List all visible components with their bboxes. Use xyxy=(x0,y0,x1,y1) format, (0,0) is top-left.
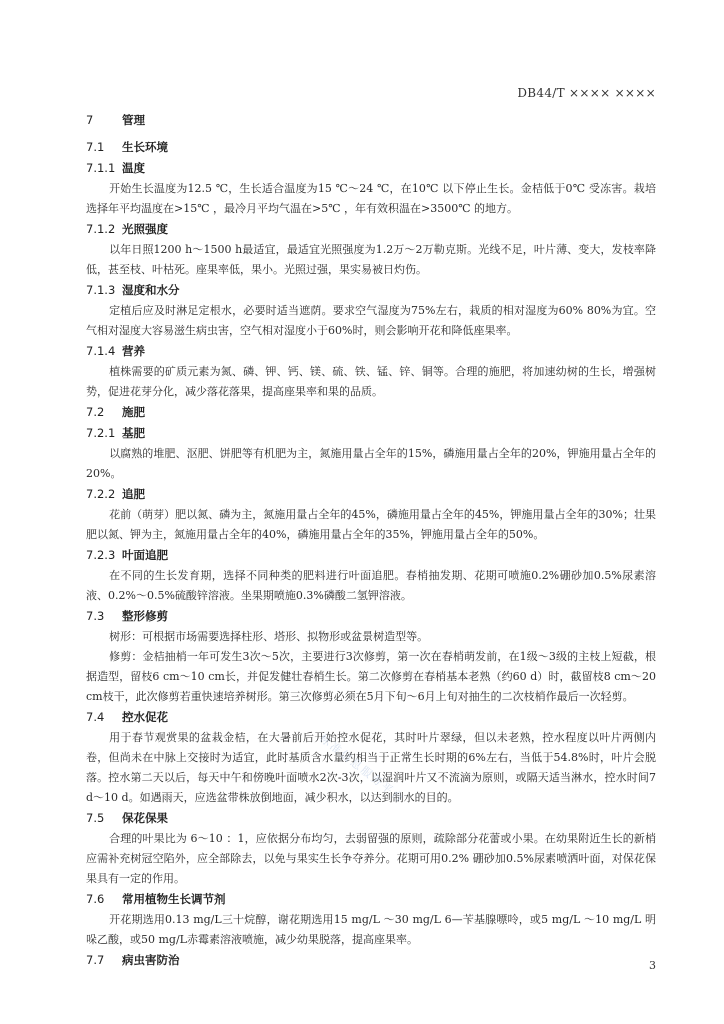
section-number: 7.1 xyxy=(86,140,105,154)
document-body xyxy=(86,108,656,971)
section-heading xyxy=(86,950,656,971)
section-heading xyxy=(86,219,656,240)
section-heading xyxy=(86,808,656,829)
section-title: 营养 xyxy=(122,344,145,358)
section-number: 7.5 xyxy=(86,811,105,825)
section-heading xyxy=(86,402,656,423)
section-number: 7.6 xyxy=(86,892,105,906)
paragraph: 以年日照1200 h～1500 h最适宜，最适宜光照强度为1.2万～2万勒克斯。光线不足，叶片薄、变大，发枝率降低，甚至枝、叶枯死。座果率低，果小。光照过强，果实易被日灼伤。 xyxy=(86,243,656,276)
section-title: 湿度和水分 xyxy=(122,283,180,297)
section-title: 整形修剪 xyxy=(122,609,168,623)
paragraph: 以腐熟的堆肥、沤肥、饼肥等有机肥为主，氮施用量占全年的15%，磷施用量占全年的20%，钾施用量占全年的20%。 xyxy=(86,447,656,480)
section-title: 生长环境 xyxy=(122,140,168,154)
section-heading xyxy=(86,280,656,301)
document-code: DB44/T ×××× ×××× xyxy=(517,86,656,100)
paragraph: 定植后应及时淋足定根水，必要时适当遮荫。要求空气湿度为75%左右，栽质的相对湿度为60% 80%为宜。空气相对湿度大容易滋生病虫害，空气相对湿度小于60%时，则会影响开花和降低座果率。 xyxy=(86,304,656,337)
section-number: 7.1.4 xyxy=(86,344,116,358)
section-number: 7.1.1 xyxy=(86,161,116,175)
section-number: 7.3 xyxy=(86,609,105,623)
section-number: 7.1.3 xyxy=(86,283,116,297)
section-number: 7.4 xyxy=(86,710,105,724)
section-number: 7.2 xyxy=(86,405,105,419)
page-number: 3 xyxy=(649,959,656,972)
section-title: 病虫害防治 xyxy=(122,953,180,967)
paragraph: 花前（萌芽）肥以氮、磷为主，氮施用量占全年的45%，磷施用量占全年的45%，钾施用量占全年的30%；壮果肥以氮、钾为主，氮施用量占全年的40%，磷施用量占全年的35%，钾施用量占全年的50%。 xyxy=(86,508,656,541)
section-title: 基肥 xyxy=(122,426,145,440)
section-title: 光照强度 xyxy=(122,222,168,236)
section-heading xyxy=(86,889,656,910)
section-title: 管理 xyxy=(122,113,145,127)
section-heading xyxy=(86,158,656,179)
section-heading xyxy=(86,606,656,627)
section-title: 控水促花 xyxy=(122,710,168,724)
paragraph: 在不同的生长发育期，选择不同种类的肥料进行叶面追肥。春梢抽发期、花期可喷施0.2%硼砂加0.5%尿素溶液、0.2%～0.5%硫酸锌溶液。坐果期喷施0.3%磷酸二氢钾溶液。 xyxy=(86,569,656,602)
section-heading xyxy=(86,110,656,131)
section-heading xyxy=(86,707,656,728)
section-title: 温度 xyxy=(122,161,145,175)
section-heading xyxy=(86,341,656,362)
section-number: 7.7 xyxy=(86,953,105,967)
watermark: 标准信息服务平台 xyxy=(316,731,407,806)
section-number: 7.2.1 xyxy=(86,426,116,440)
section-number: 7.2.3 xyxy=(86,548,116,562)
section-title: 叶面追肥 xyxy=(122,548,168,562)
paragraph: 开始生长温度为12.5 ℃，生长适合温度为15 ℃～24 ℃，在10℃ 以下停止生长。金桔低于0℃ 受冻害。栽培选择年平均温度在>15℃ ，最冷月平均气温在>5℃ ，年有效积温在>3500℃ 的地方。 xyxy=(86,182,656,215)
paragraph: 用于春节观赏果的盆栽金桔，在大暑前后开始控水促花，其时叶片翠绿，但以未老熟，控水程度以叶片两侧内卷，但尚未在中脉上交接时为适宜，此时基质含水量约相当于正常生长时期的6%左右，当低于54.8%时，叶片会脱落。控水第二天以后，每天中午和傍晚叶面喷水2次-3次，以湿润叶片又不流滴为原则，或隔天适当淋水，控水时间7 d～10 d。如遇雨天，应选盆带株放倒地面，减少积水，以达到制水的目的。 xyxy=(86,731,656,804)
paragraph: 修剪：金桔抽梢一年可发生3次～5次，主要进行3次修剪，第一次在春梢萌发前，在1级～3级的主枝上短截，根据造型，留枝6 cm～10 cm长，并促发健壮春梢生长。第二次修剪在春梢基本老熟（约60 d）时，截留枝8 cm～20 cm枝干，此次修剪若重快速培养树形。第三次修剪必须在5月下旬～6月上旬对抽生的二次枝梢作最后一次轻剪。 xyxy=(86,650,656,703)
section-heading xyxy=(86,137,656,158)
section-number: 7.1.2 xyxy=(86,222,116,236)
section-heading xyxy=(86,423,656,444)
paragraph: 植株需要的矿质元素为氮、磷、钾、钙、镁、硫、铁、锰、锌、铜等。合理的施肥，将加速幼树的生长，增强树势，促进花芽分化，减少落花落果，提高座果率和果的品质。 xyxy=(86,365,656,398)
section-title: 施肥 xyxy=(122,405,145,419)
section-title: 常用植物生长调节剂 xyxy=(122,892,226,906)
paragraph: 合理的叶果比为 6～10 ：1，应依据分布均匀，去弱留强的原则，疏除部分花蕾或小果。在幼果附近生长的新梢应需补充树冠空陷外，应全部除去，以免与果实生长争夺养分。花期可用0.2% 硼砂加0.5%尿素喷洒叶面，对保花保果具有一定的作用。 xyxy=(86,832,656,885)
section-heading xyxy=(86,484,656,505)
section-title: 追肥 xyxy=(122,487,145,501)
section-heading xyxy=(86,545,656,566)
paragraph: 开花期选用0.13 mg/L三十烷醇，谢花期选用15 mg/L ～30 mg/L 6—苄基腺嘌呤，或5 mg/L ～10 mg/L 明哚乙酸，或50 mg/L赤霉素溶液喷施，减少幼果脱落，提高座果率。 xyxy=(86,913,656,946)
section-number: 7 xyxy=(86,113,94,127)
section-number: 7.2.2 xyxy=(86,487,116,501)
section-title: 保花保果 xyxy=(122,811,168,825)
paragraph: 树形：可根据市场需要选择柱形、塔形、拟物形或盆景树造型等。 xyxy=(109,630,429,643)
